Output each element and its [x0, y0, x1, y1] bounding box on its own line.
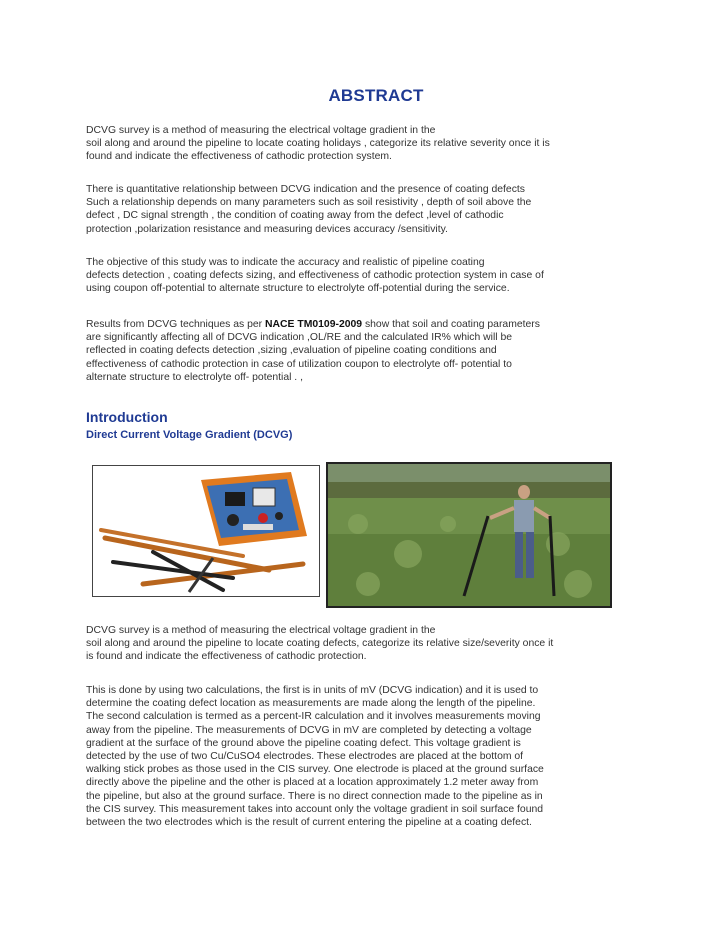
text-line: protection ,polarization resistance and measuring devices accuracy /sensitivity. [86, 223, 448, 235]
abstract-paragraph-3 [86, 256, 666, 296]
text-line: soil along and around the pipeline to locate coating defects, categorize its relative size/severity once it [86, 638, 554, 650]
text-line: determine the coating defect location as measurements are made along the length of the pipeline. [86, 698, 536, 710]
introduction-heading: Introduction [86, 409, 168, 425]
text-line: defects detection , coating defects sizing, and effectiveness of cathodic protection system in case of [86, 270, 544, 282]
text-line: are significantly affecting all of DCVG indication ,OL/RE and the calculated IR% which will be [86, 332, 513, 344]
text-line: This is done by using two calculations, the first is in units of mV (DCVG indication) and it is used to [86, 685, 539, 696]
text-line: There is quantitative relationship between DCVG indication and the presence of coating defects [86, 184, 525, 195]
dcvg-equipment-photo [92, 465, 320, 597]
intro-paragraph-1 [86, 624, 666, 664]
text-line: reflected in coating defects detection ,sizing ,evaluation of pipeline coating conditions and [86, 345, 497, 357]
abstract-heading: ABSTRACT [328, 86, 424, 105]
text-run: Results from DCVG techniques as per [86, 319, 266, 330]
text-line: using coupon off-potential to alternate structure to electrolyte off-potential during the service. [86, 283, 510, 295]
text-line: effectiveness of cathodic protection in case of utilization coupon to electrolyte off- potential to [86, 358, 512, 370]
text-line: The objective of this study was to indicate the accuracy and realistic of pipeline coating [86, 257, 485, 268]
text-line: the CIS survey. This measurement takes into account only the voltage gradient in soil surface found [86, 803, 544, 815]
abstract-paragraph-1 [86, 124, 666, 164]
abstract-paragraph-2 [86, 183, 666, 236]
text-run: show that soil and coating parameters [362, 319, 540, 330]
equipment-illustration [93, 466, 319, 596]
text-line: alternate structure to electrolyte off- potential . , [86, 371, 303, 383]
field-survey-photo [326, 462, 612, 608]
survey-illustration [328, 464, 610, 606]
text-line: found and indicate the effectiveness of cathodic protection system. [86, 151, 392, 163]
text-line [86, 318, 666, 331]
text-line: defect , DC signal strength , the condition of coating away from the defect ,level of cathodic [86, 210, 504, 222]
text-line: walking stick probes as those used in the CIS survey. One electrode is placed at the ground surface [86, 764, 544, 776]
text-line: DCVG survey is a method of measuring the electrical voltage gradient in the [86, 125, 436, 136]
text-line: is found and indicate the effectiveness of cathodic protection. [86, 651, 367, 663]
text-line: gradient at the surface of the ground above the pipeline coating defect. This voltage gradient is [86, 737, 521, 749]
text-line: DCVG survey is a method of measuring the electrical voltage gradient in the [86, 625, 436, 636]
text-line: the pipeline, but also at the ground surface. There is no direct connection made to the pipeline as in [86, 790, 543, 802]
text-line: detected by the use of two Cu/CuSO4 electrodes. These electrodes are placed at the bottom of [86, 751, 524, 763]
abstract-paragraph-4 [86, 318, 666, 384]
standard-reference: NACE TM0109-2009 [265, 319, 363, 330]
dcvg-subheading: Direct Current Voltage Gradient (DCVG) [86, 429, 293, 441]
text-line: away from the pipeline. The measurements of DCVG in mV are completed by detecting a voltage [86, 724, 532, 736]
text-line: directly above the pipeline and the other is placed at a location approximately 1.2 meter away from [86, 777, 539, 789]
text-line: soil along and around the pipeline to locate coating holidays , categorize its relative severity once it is [86, 138, 550, 150]
text-line: between the two electrodes which is the result of current entering the pipeline at a coating defect. [86, 817, 532, 829]
text-line: The second calculation is termed as a percent-IR calculation and it involves measurements moving [86, 711, 541, 723]
intro-paragraph-2 [86, 684, 666, 829]
text-line: Such a relationship depends on many parameters such as soil resistivity , depth of soil above the [86, 197, 532, 209]
